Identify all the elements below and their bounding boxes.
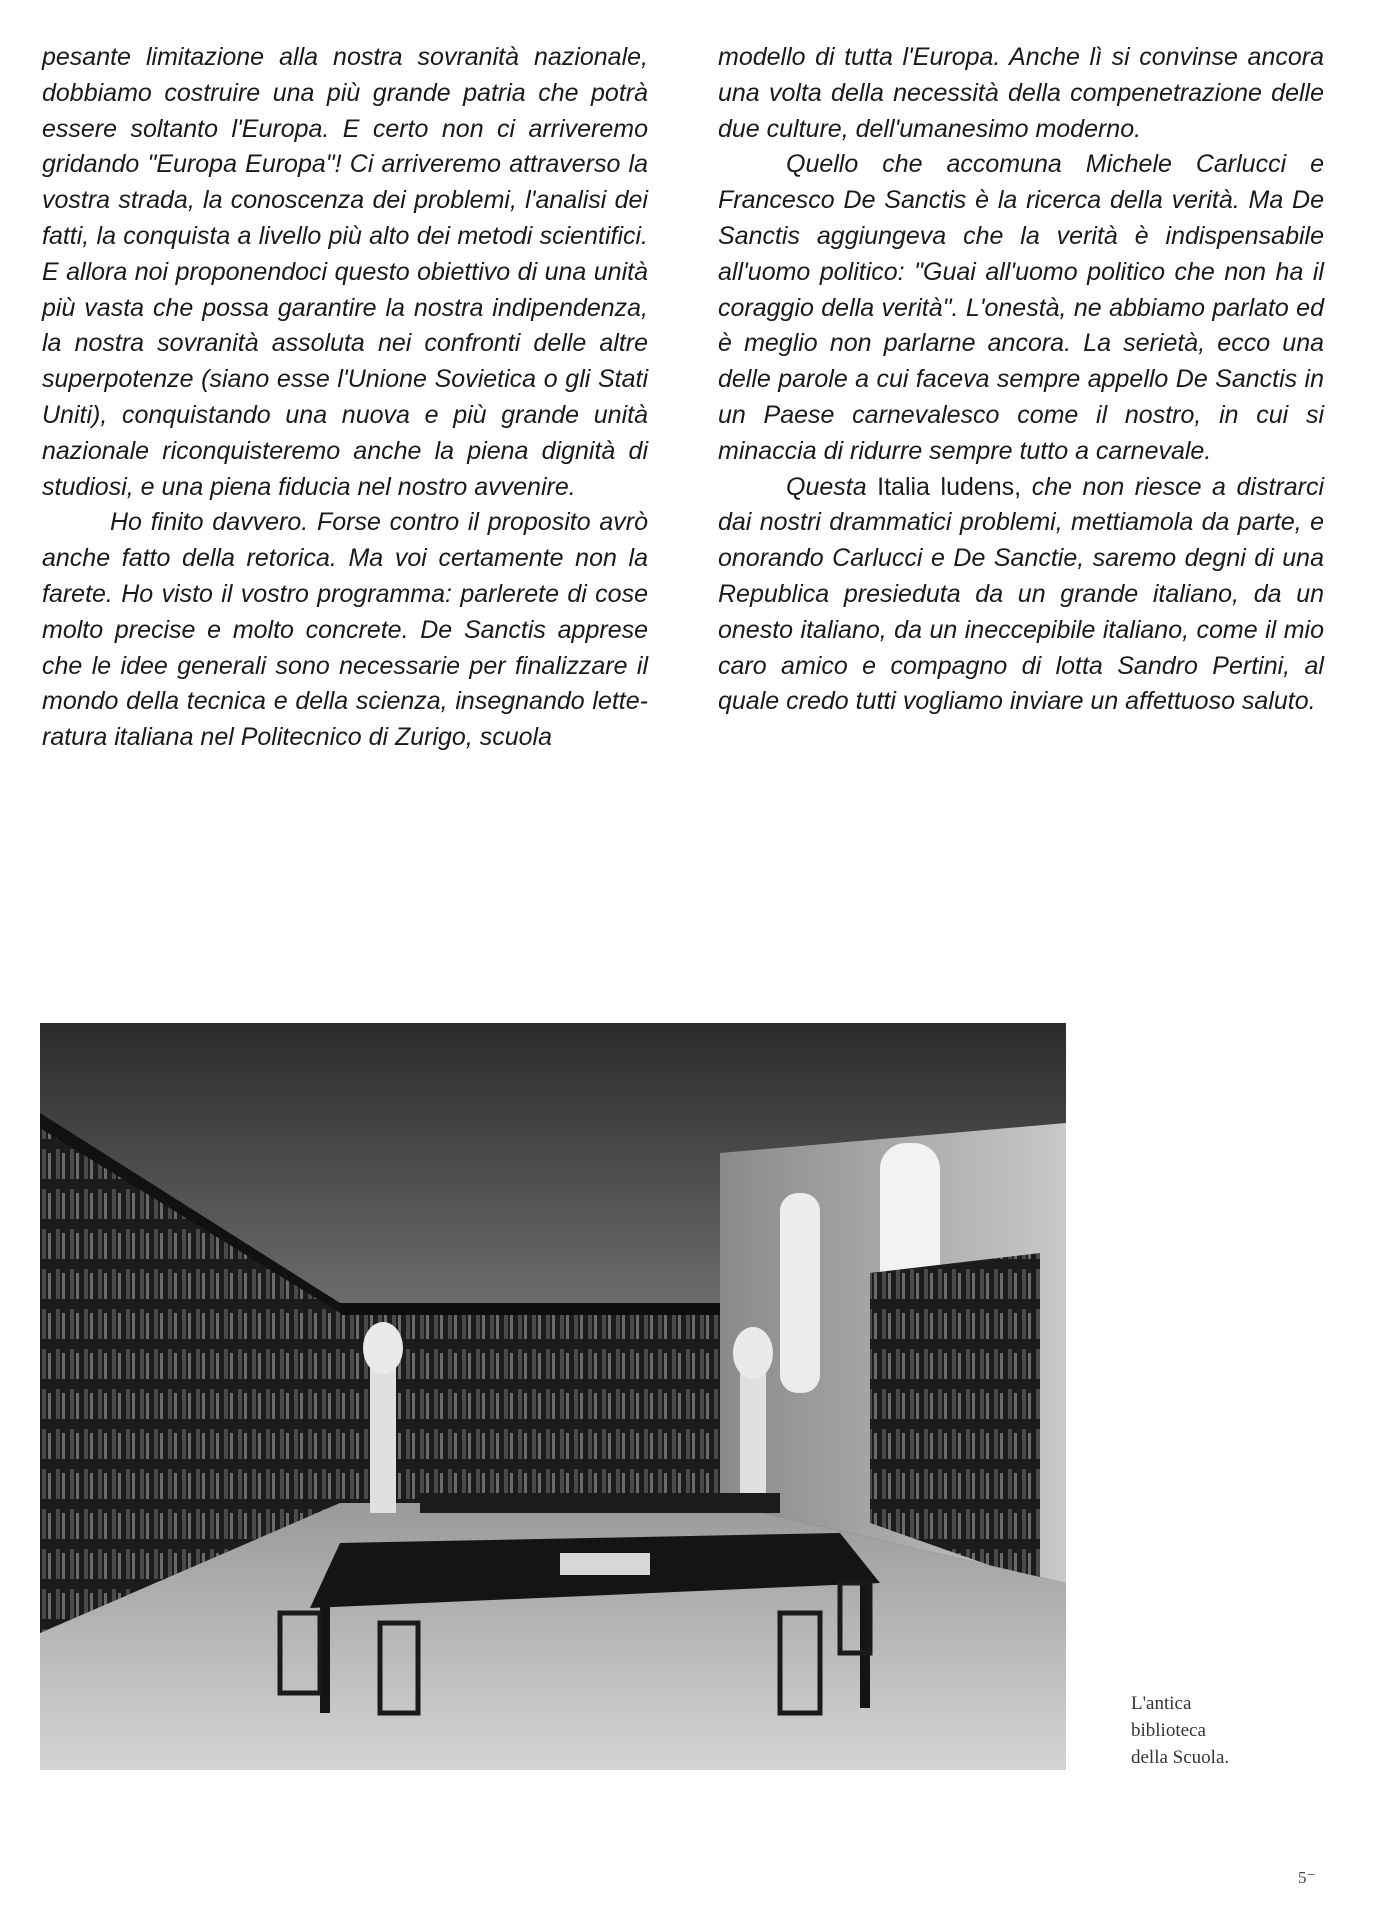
paragraph bbox=[718, 470, 1324, 721]
text-column-right bbox=[718, 40, 1324, 720]
library-photograph bbox=[40, 1023, 1066, 1770]
text-run: Questa bbox=[786, 472, 867, 501]
text-run-roman: Italia ludens, bbox=[877, 472, 1022, 501]
page-number: 5⁻ bbox=[1298, 1868, 1316, 1887]
photo-caption bbox=[1131, 1690, 1331, 1771]
caption-line: biblioteca bbox=[1131, 1720, 1206, 1741]
paragraph: modello di tutta l'Europa. Anche lì si convinse ancora una volta della necessità della compenetrazione delle due culture, dell'umanesimo moderno. bbox=[718, 43, 1324, 143]
paragraph: pesante limitazione alla nostra sovranità nazionale, dobbiamo costruire una più grande patria che potrà essere soltanto l'Europa. E certo non ci arriveremo gridando "Europa Europa"! Ci arriveremo attraverso la vostra strada, la conoscenza dei problemi, l'analisi dei fatti, la conquista a livello più alto dei metodi scientifici. E allora noi proponendoci questo obiettivo di una unità più vasta che possa garantire la nostra indipendenza, la nostra sovranità assoluta nei confronti delle altre superpotenze (siano esse l'Unione Sovietica o gli Stati Uniti), conquistando una nuova e più grande unità nazionale riconquisteremo anche la piena dignità di studiosi, e una piena fiducia nel nostro avvenire. bbox=[42, 43, 648, 501]
text-column-left bbox=[42, 40, 648, 756]
paragraph: Ho finito davvero. Forse contro il proposito avrò anche fatto della retorica. Ma voi certamente non la farete. Ho visto il vostro programma: parlerete di cose molto precise e molto concrete. De Sanctis apprese che le idee generali sono necessarie per finalizzare il mondo della tecnica e della scienza, insegnando letteratura italiana nel Politecnico di Zurigo, scuola bbox=[42, 508, 648, 752]
paragraph: Quello che accomuna Michele Carlucci e Francesco De Sanctis è la ricerca della verità. Ma De Sanctis aggiungeva che la verità è indispensabile all'uomo politico: "Guai all'uomo politico che non ha il coraggio della verità". L'onestà, ne abbiamo parlato ed è meglio non parlarne ancora. La serietà, ecco una delle parole a cui faceva sempre appello De Sanctis in un Paese carnevalesco come il nostro, in cui si minaccia di ridurre sempre tutto a carnevale. bbox=[718, 150, 1324, 465]
caption-line: L'antica bbox=[1131, 1693, 1192, 1714]
text-run: che non riesce a distrarci dai nostri drammatici problemi, mettiamola da parte, e onorando Carlucci e De Sanctie, saremo degni di una Republica presieduta da un grande italiano, da un onesto italiano, da un ineccepibile italiano, come il mio caro amico e compagno di lotta Sandro Pertini, al quale credo tutti vogliamo inviare un affettuoso saluto. bbox=[718, 472, 1324, 716]
caption-line: della Scuola. bbox=[1131, 1747, 1230, 1768]
